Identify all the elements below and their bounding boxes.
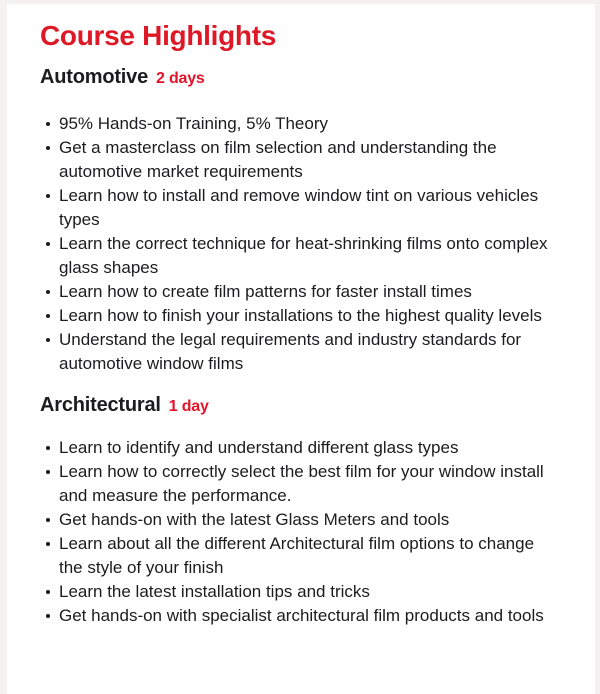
bullet-item: Learn how to create film patterns for faster install times [46, 280, 559, 304]
section-duration-badge: 2 days [156, 70, 205, 87]
section-automotive [40, 66, 559, 376]
bullet-item: Learn about all the different Architectural film options to change the style of your finish [46, 532, 559, 580]
section-duration-badge: 1 day [168, 398, 209, 415]
section-heading-architectural [40, 394, 559, 418]
bullet-item: Get hands-on with the latest Glass Meters and tools [46, 508, 559, 532]
section-heading-label: Automotive [40, 66, 149, 88]
section-architectural [40, 394, 559, 628]
page-title: Course Highlights [40, 20, 277, 51]
bullet-item: Learn how to install and remove window tint on various vehicles types [46, 184, 559, 232]
bullet-item: Get a masterclass on film selection and understanding the automotive market requirements [46, 136, 559, 184]
bullet-list-automotive [40, 112, 559, 376]
bullet-item: 95% Hands-on Training, 5% Theory [46, 112, 559, 136]
bullet-list-architectural [40, 436, 559, 628]
bullet-item: Understand the legal requirements and industry standards for automotive window films [46, 328, 559, 376]
bullet-item: Learn how to finish your installations to the highest quality levels [46, 304, 559, 328]
section-heading-automotive [40, 66, 559, 90]
bullet-item: Get hands-on with specialist architectural film products and tools [46, 604, 559, 628]
section-heading-label: Architectural [40, 394, 161, 416]
bullet-item: Learn to identify and understand different glass types [46, 436, 559, 460]
bullet-item: Learn the correct technique for heat-shrinking films onto complex glass shapes [46, 232, 559, 280]
bullet-item: Learn the latest installation tips and tricks [46, 580, 559, 604]
bullet-item: Learn how to correctly select the best film for your window install and measure the performance. [46, 460, 559, 508]
content-card [7, 4, 595, 694]
